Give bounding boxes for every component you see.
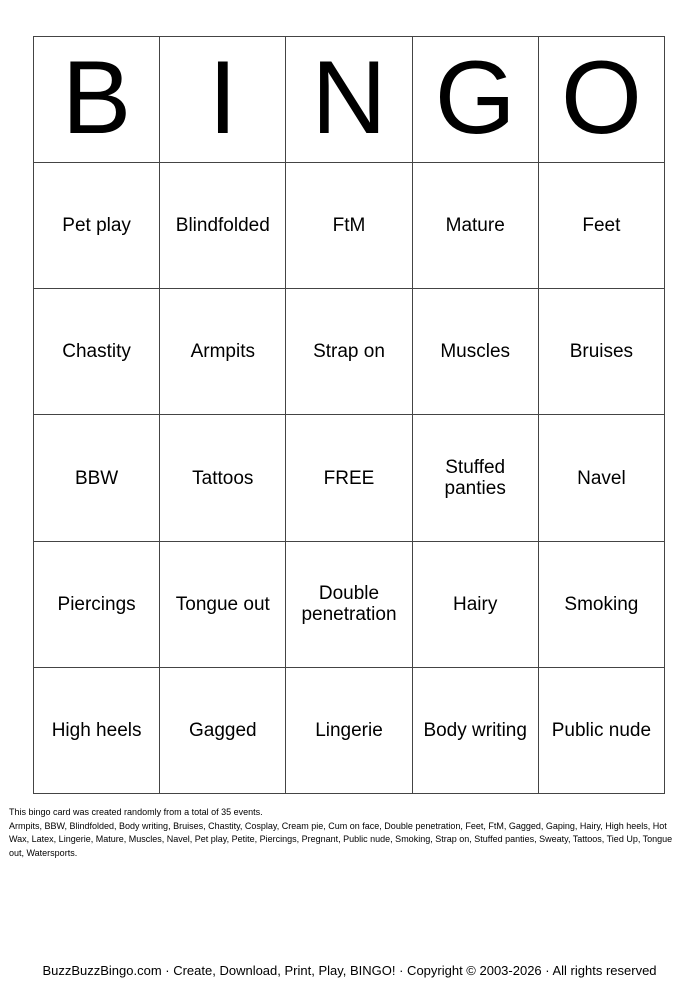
bingo-cell: Strap on xyxy=(286,289,412,415)
bingo-cell: Navel xyxy=(539,415,665,541)
bingo-cell: Mature xyxy=(413,163,539,289)
header-letter-o: O xyxy=(539,37,665,163)
bingo-cell: Muscles xyxy=(413,289,539,415)
bingo-cell: Tattoos xyxy=(160,415,286,541)
note-events: Armpits, BBW, Blindfolded, Body writing, Bruises, Chastity, Cosplay, Cream pie, Cum on face, Double penetration, Feet, FtM, Gagged, Gaping, Hairy, High heels, Hot Wax, Latex, Lingerie, Mature, Muscles, Navel, Pet play, Petite, Piercings, Pregnant, Public nude, Smoking, Strap on, Stuffed panties, Sweaty, Tattoos, Tied Up, Tongue out, Watersports. xyxy=(9,820,673,858)
bingo-cell: Piercings xyxy=(34,542,160,668)
bingo-cell: Smoking xyxy=(539,542,665,668)
bingo-cell: FtM xyxy=(286,163,412,289)
bingo-cell: Hairy xyxy=(413,542,539,668)
bingo-cell: Blindfolded xyxy=(160,163,286,289)
header-letter-i: I xyxy=(160,37,286,163)
header-letter-b: B xyxy=(34,37,160,163)
bingo-cell: BBW xyxy=(34,415,160,541)
header-letter-g: G xyxy=(413,37,539,163)
bingo-cell: Bruises xyxy=(539,289,665,415)
bingo-card xyxy=(33,36,665,794)
bingo-cell: Stuffed panties xyxy=(413,415,539,541)
event-list-note xyxy=(9,806,685,860)
bingo-cell: Lingerie xyxy=(286,668,412,794)
bingo-cell: Armpits xyxy=(160,289,286,415)
page-footer: BuzzBuzzBingo.com · Create, Download, Print, Play, BINGO! · Copyright © 2003-2026 · All rights reserved xyxy=(42,963,657,978)
bingo-cell: Tongue out xyxy=(160,542,286,668)
bingo-cell: Body writing xyxy=(413,668,539,794)
bingo-cell: Pet play xyxy=(34,163,160,289)
bingo-cell: Public nude xyxy=(539,668,665,794)
bingo-cell: Double penetration xyxy=(286,542,412,668)
bingo-cell: High heels xyxy=(34,668,160,794)
bingo-cell: Chastity xyxy=(34,289,160,415)
bingo-cell: Gagged xyxy=(160,668,286,794)
free-space-cell: FREE xyxy=(286,415,412,541)
bingo-cell: Feet xyxy=(539,163,665,289)
note-intro: This bingo card was created randomly from a total of 35 events. xyxy=(9,807,263,817)
header-letter-n: N xyxy=(286,37,412,163)
